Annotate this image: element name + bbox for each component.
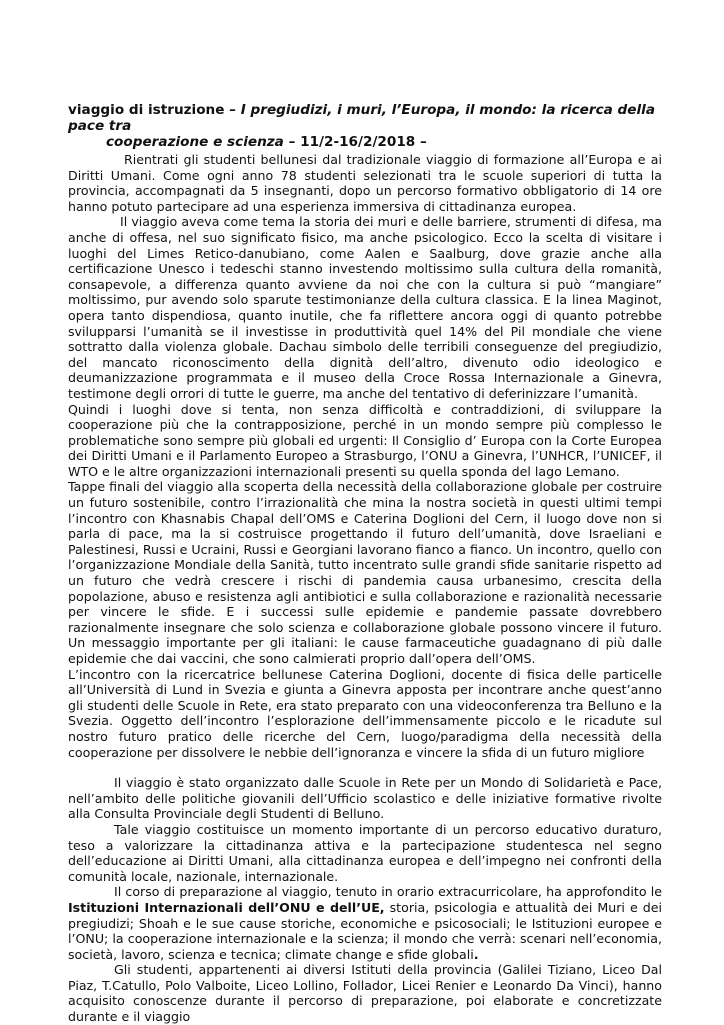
- paragraph-cooperation: Quindi i luoghi dove si tenta, non senza difficoltà e contraddizioni, di sviluppare la cooperazione più che la contrapposizione, perché in un mondo sempre più complesso le problematiche sono sempre più globali ed urgenti: Il Consiglio d’ Europa con la Corte Europea dei Diritti Umani e il Parlamento Europeo a Strasburgo, l’ONU a Ginevra, l’UNHCR, l’UNICEF, il WTO e le altre organizzazioni internazionali presenti su quella sponda del lago Lemano.: [68, 401, 662, 479]
- heading-dates: – 11/2-16/2/2018 –: [283, 134, 427, 150]
- paragraph-doglioni: L’incontro con la ricercatrice bellunese Caterina Doglioni, docente di fisica delle particelle all’Università di Lund in Svezia e giunta a Ginevra apposta per incontrare anche quest’anno gli studenti delle Scuole in Rete, era stato preparato con una videoconferenza tra Belluno e la Svezia. Oggetto dell’incontro l’esplorazione dell’immensamente piccolo e le ricadute sul nostro futuro pratico delle ricerche del Cern, luogo/paradigma della necessità della cooperazione per dissolvere le nebbie dell’ignoranza e vincere la sfida di un futuro migliore: [68, 666, 662, 760]
- heading-title-line1: I pregiudizi, i muri, l’Europa, il mondo: la ricerca della pace tra: [68, 102, 656, 134]
- document-heading: [68, 102, 662, 150]
- paragraph-final-stages: Tappe finali del viaggio alla scoperta della necessità della collaborazione globale per costruire un futuro sostenibile, contro l’irrazionalità che mina la nostra società in questi ultimi tempi l’incontro con Khasnabis Chapal dell’OMS e Caterina Doglioni del Cern, il luogo dove non si parla di pace, ma la si costruisce progettando il futuro dell’umanità, dove Israeliani e Palestinesi, Russi e Ucraini, Russi e Georgiani lavorano fianco a fianco. Un incontro, quello con l’organizzazione Mondiale della Sanità, tutto incentrato sulle grandi sfide sanitarie rispetto ad un futuro che vedrà crescere i rischi di pandemia causa urbanesimo, crescita della popolazione, abuso e resistenza agli antibiotici e sulla collaborazione e razionalità necessarie per vincere le sfide. E i successi sulle epidemie e pandemie passate dovrebbero razionalmente insegnare che solo scienza e collaborazione globale possono vincere il futuro. Un messaggio importante per gli italiani: le cause farmaceutiche guadagnano di più dalle epidemie che dai vaccini, che sono calmierati proprio dall’opera dell’OMS.: [68, 479, 662, 666]
- heading-title-line2: cooperazione e scienza: [106, 134, 284, 150]
- paragraph-students: Gli studenti, appartenenti ai diversi Istituti della provincia (Galilei Tiziano, Liceo Dal Piaz, T.Catullo, Polo Valboite, Liceo Lollino, Follador, Licei Renier e Leonardo Da Vinci), hanno acquisito conoscenze durante il percorso di preparazione, poi elaborate e concretizzate durante e il viaggio: [68, 962, 662, 1025]
- paragraph-intro: Rientrati gli studenti bellunesi dal tradizionale viaggio di formazione all’Europa e ai Diritti Umani. Come ogni anno 78 studenti selezionati tra le scuole superiori di tutta la provincia, accompagnati da 5 insegnanti, dopo un percorso formativo obbligatorio di 14 ore hanno potuto partecipare ad una esperienza immersiva di cittadinanza europea.: [68, 152, 662, 214]
- preparation-final-dot: .: [473, 946, 479, 962]
- paragraph-gap: [68, 760, 662, 775]
- heading-prefix: viaggio di istruzione –: [68, 102, 241, 118]
- paragraph-educational-path: Tale viaggio costituisce un momento importante di un percorso educativo duraturo, teso a valorizzare la cittadinanza attiva e la partecipazione studentesca nel segno dell’educazione ai Diritti Umani, alla cittadinanza europea e dell’impegno nei confronti della comunità locale, nazionale, internazionale.: [68, 821, 662, 884]
- preparation-institutions-bold: Istituzioni Internazionali dell’ONU e dell’UE,: [68, 899, 385, 915]
- preparation-text-end: storia, psicologia e attualità dei Muri e dei pregiudizi; Shoah e le sue cause storiche, economiche e psicosociali; le Istituzioni europee e l’ONU; la cooperazione internazionale e la scienza; il mondo che verrà: scenari nell’economia, società, lavoro, scienza e tecnica; climate change e sfide globali: [68, 899, 662, 962]
- heading-line2: [68, 134, 662, 150]
- paragraph-theme: Il viaggio aveva come tema la storia dei muri e delle barriere, strumenti di difesa, ma anche di offesa, nel suo significato fisico, ma anche psicologico. Ecco la scelta di visitare i luoghi del Limes Retico-danubiano, come Aalen e Saalburg, dove grazie anche alla certificazione Unesco i tedeschi stanno investendo moltissimo sulla cultura della romanità, consapevole, a differenza quanto avviene da noi che con la cultura si può “mangiare” moltissimo, pur avendo solo sparute testimonianze della cultura classica. E la linea Maginot, opera tanto dispendiosa, quanto inutile, che fa riflettere ancora oggi di quanto potrebbe svilupparsi l’umanità se il investisse in produttività quel 14% del Pil mondiale che viene sottratto dalla violenza globale. Dachau simbolo delle terribili conseguenze del pregiudizio, del mancato riconoscimento della dignità dell’altro, divenuto odio ideologico e deumanizzazione programmata e il museo della Croce Rossa Internazionale a Ginevra, testimone degli orrori di tutte le guerre, ma anche del tentativo di deferinizzare l’umanità.: [68, 214, 662, 401]
- preparation-text-start: Il corso di preparazione al viaggio, tenuto in orario extracurricolare, ha approfondito le: [114, 884, 662, 900]
- paragraph-preparation-course: [68, 884, 662, 962]
- paragraph-organization: Il viaggio è stato organizzato dalle Scuole in Rete per un Mondo di Solidarietà e Pace, nell’ambito delle politiche giovanili dell’Ufficio scolastico e delle iniziative formative rivolte alla Consulta Provinciale degli Studenti di Belluno.: [68, 775, 662, 822]
